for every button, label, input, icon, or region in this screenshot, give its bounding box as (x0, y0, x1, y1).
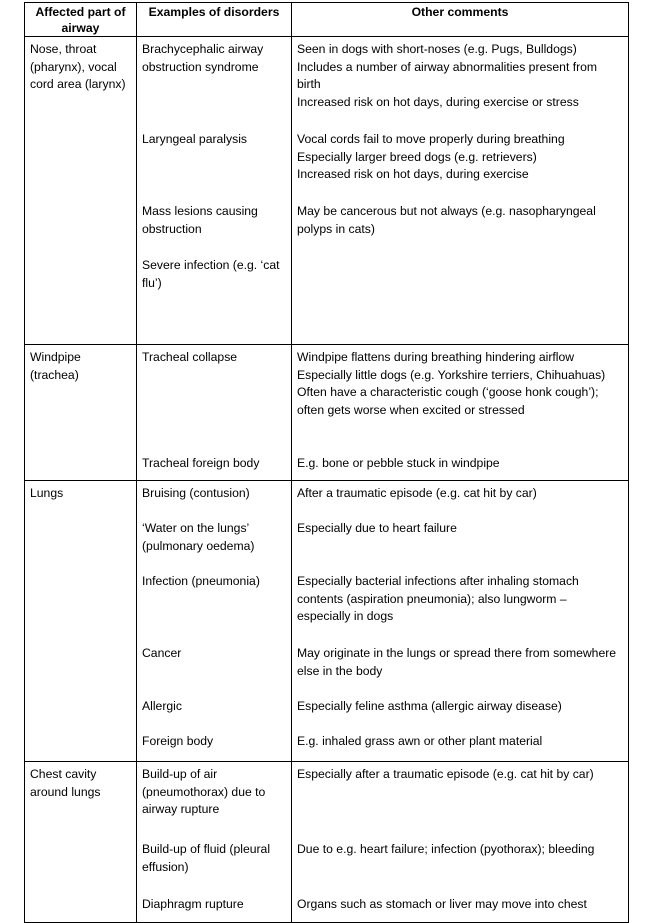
disorder-name: Infection (pneumonia) (142, 574, 260, 588)
disorder-name: Severe infection (e.g. ‘cat flu’) (142, 258, 280, 290)
disorder-name: Cancer (142, 646, 182, 660)
comment-group (297, 698, 623, 716)
affected-part-name: Nose, throat (pharynx), vocal cord area (larynx) (30, 42, 126, 91)
comment-line: May be cancerous but not always (e.g. nasopharyngeal polyps in cats) (297, 204, 596, 236)
disorder-name: ‘Water on the lungs’ (pulmonary oedema) (142, 521, 255, 553)
comment-line: Organs such as stomach or liver may move into chest (297, 897, 587, 911)
comment-line: E.g. inhaled grass awn or other plant material (297, 734, 543, 748)
affected-part-cell (25, 762, 137, 923)
comment-group (297, 841, 623, 859)
disorder-name: Tracheal foreign body (142, 456, 260, 470)
comment-group (297, 455, 623, 473)
disorder-name: Build-up of air (pneumothorax) due to airway rupture (142, 767, 266, 816)
disorder-name: Foreign body (142, 734, 214, 748)
comment-line: Includes a number of airway abnormalities present from birth (297, 59, 598, 91)
table-row (25, 762, 629, 923)
table-header (25, 3, 629, 37)
comment-line: Especially feline asthma (allergic airway disease) (297, 699, 562, 713)
comment-line: Especially larger breed dogs (e.g. retrievers) (297, 149, 537, 164)
comment-group (297, 131, 623, 184)
comments-cell (292, 345, 629, 481)
comment-group (297, 733, 623, 751)
disorders-cell (137, 762, 292, 923)
airway-disorders-table (24, 2, 629, 923)
comment-line: Increased risk on hot days, during exercise (297, 167, 529, 181)
table-row (25, 37, 629, 345)
header-affected-part: Affected part of airway (25, 3, 137, 37)
comments-cell (292, 762, 629, 923)
comment-line: Increased risk on hot days, during exercise or stress (297, 94, 579, 109)
affected-part-name: Lungs (30, 486, 64, 500)
comment-group (297, 41, 623, 111)
comment-group (297, 203, 623, 238)
comment-line: Windpipe flattens during breathing hindering airflow (297, 350, 575, 364)
affected-part-cell (25, 37, 137, 345)
header-examples: Examples of disorders (137, 3, 292, 37)
comment-line: After a traumatic episode (e.g. cat hit by car) (297, 486, 537, 500)
comment-group (297, 896, 623, 914)
affected-part-name: Chest cavity around lungs (30, 767, 101, 799)
comment-line: Often have a characteristic cough (‘goose honk cough’); often gets worse when excited or stressed (297, 385, 599, 417)
header-comments: Other comments (292, 3, 629, 37)
comment-group (297, 645, 623, 680)
comment-group (297, 766, 623, 784)
comment-line: Due to e.g. heart failure; infection (pyothorax); bleeding (297, 842, 595, 856)
disorder-name: Laryngeal paralysis (142, 132, 248, 146)
affected-part-cell (25, 345, 137, 481)
header-row (25, 3, 629, 37)
table-body (25, 37, 629, 923)
table-row (25, 481, 629, 762)
comment-line: E.g. bone or pebble stuck in windpipe (297, 456, 500, 470)
comment-line: Vocal cords fail to move properly during breathing (297, 132, 565, 146)
comment-line: Especially after a traumatic episode (e.g. cat hit by car) (297, 767, 594, 781)
disorders-cell (137, 37, 292, 345)
comment-group (297, 520, 623, 538)
disorder-name: Build-up of fluid (pleural effusion) (142, 842, 271, 874)
comment-line: Especially bacterial infections after inhaling stomach contents (aspiration pneumonia); also lungworm – especially in dogs (297, 574, 579, 623)
comment-line: May originate in the lungs or spread there from somewhere else in the body (297, 646, 617, 678)
disorders-cell (137, 481, 292, 762)
comment-group (297, 349, 623, 419)
comment-group (297, 573, 623, 626)
disorder-name: Allergic (142, 699, 182, 713)
disorder-name: Mass lesions causing obstruction (142, 204, 258, 236)
comment-line: Seen in dogs with short-noses (e.g. Pugs, Bulldogs) (297, 42, 577, 56)
affected-part-cell (25, 481, 137, 762)
affected-part-name: Windpipe (trachea) (30, 350, 81, 382)
table-row (25, 345, 629, 481)
disorder-name: Bruising (contusion) (142, 486, 250, 500)
disorder-name: Brachycephalic airway obstruction syndrome (142, 42, 264, 74)
comments-cell (292, 481, 629, 762)
disorder-name: Diaphragm rupture (142, 897, 244, 911)
comment-group (297, 485, 623, 503)
comment-line: Especially little dogs (e.g. Yorkshire terriers, Chihuahuas) (297, 367, 606, 382)
disorders-cell (137, 345, 292, 481)
comments-cell (292, 37, 629, 345)
disorder-name: Tracheal collapse (142, 350, 238, 364)
comment-line: Especially due to heart failure (297, 521, 457, 535)
